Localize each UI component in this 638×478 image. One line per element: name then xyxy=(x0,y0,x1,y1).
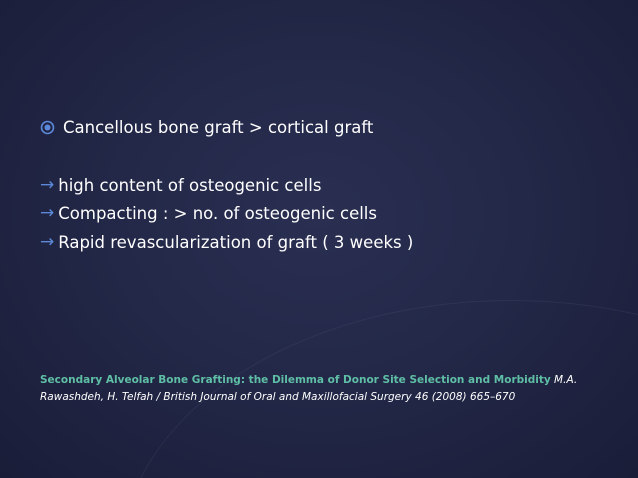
citation-authors: M.A. Rawashdeh, H. Telfah / British Journal of Oral and Maxillofacial Surgery 46 (2008) 665–670 xyxy=(40,374,578,403)
radio-bullet-icon xyxy=(40,120,55,135)
sub-bullet xyxy=(40,204,377,223)
arrow-right-icon: → xyxy=(40,203,55,223)
main-bullet-text: Cancellous bone graft > cortical graft xyxy=(63,118,374,137)
sub-bullet xyxy=(40,176,321,195)
sub-bullet-text: Compacting : > no. of osteogenic cells xyxy=(58,204,377,223)
main-bullet xyxy=(40,118,373,137)
sub-bullet-text: high content of osteogenic cells xyxy=(58,176,322,195)
arrow-right-icon: → xyxy=(40,175,55,195)
sub-bullet-text: Rapid revascularization of graft ( 3 weeks ) xyxy=(58,233,414,252)
citation-title: Secondary Alveolar Bone Grafting: the Dilemma of Donor Site Selection and Morbidity xyxy=(40,374,551,386)
citation xyxy=(40,372,600,406)
arrow-right-icon: → xyxy=(40,232,55,252)
sub-bullet xyxy=(40,233,413,252)
